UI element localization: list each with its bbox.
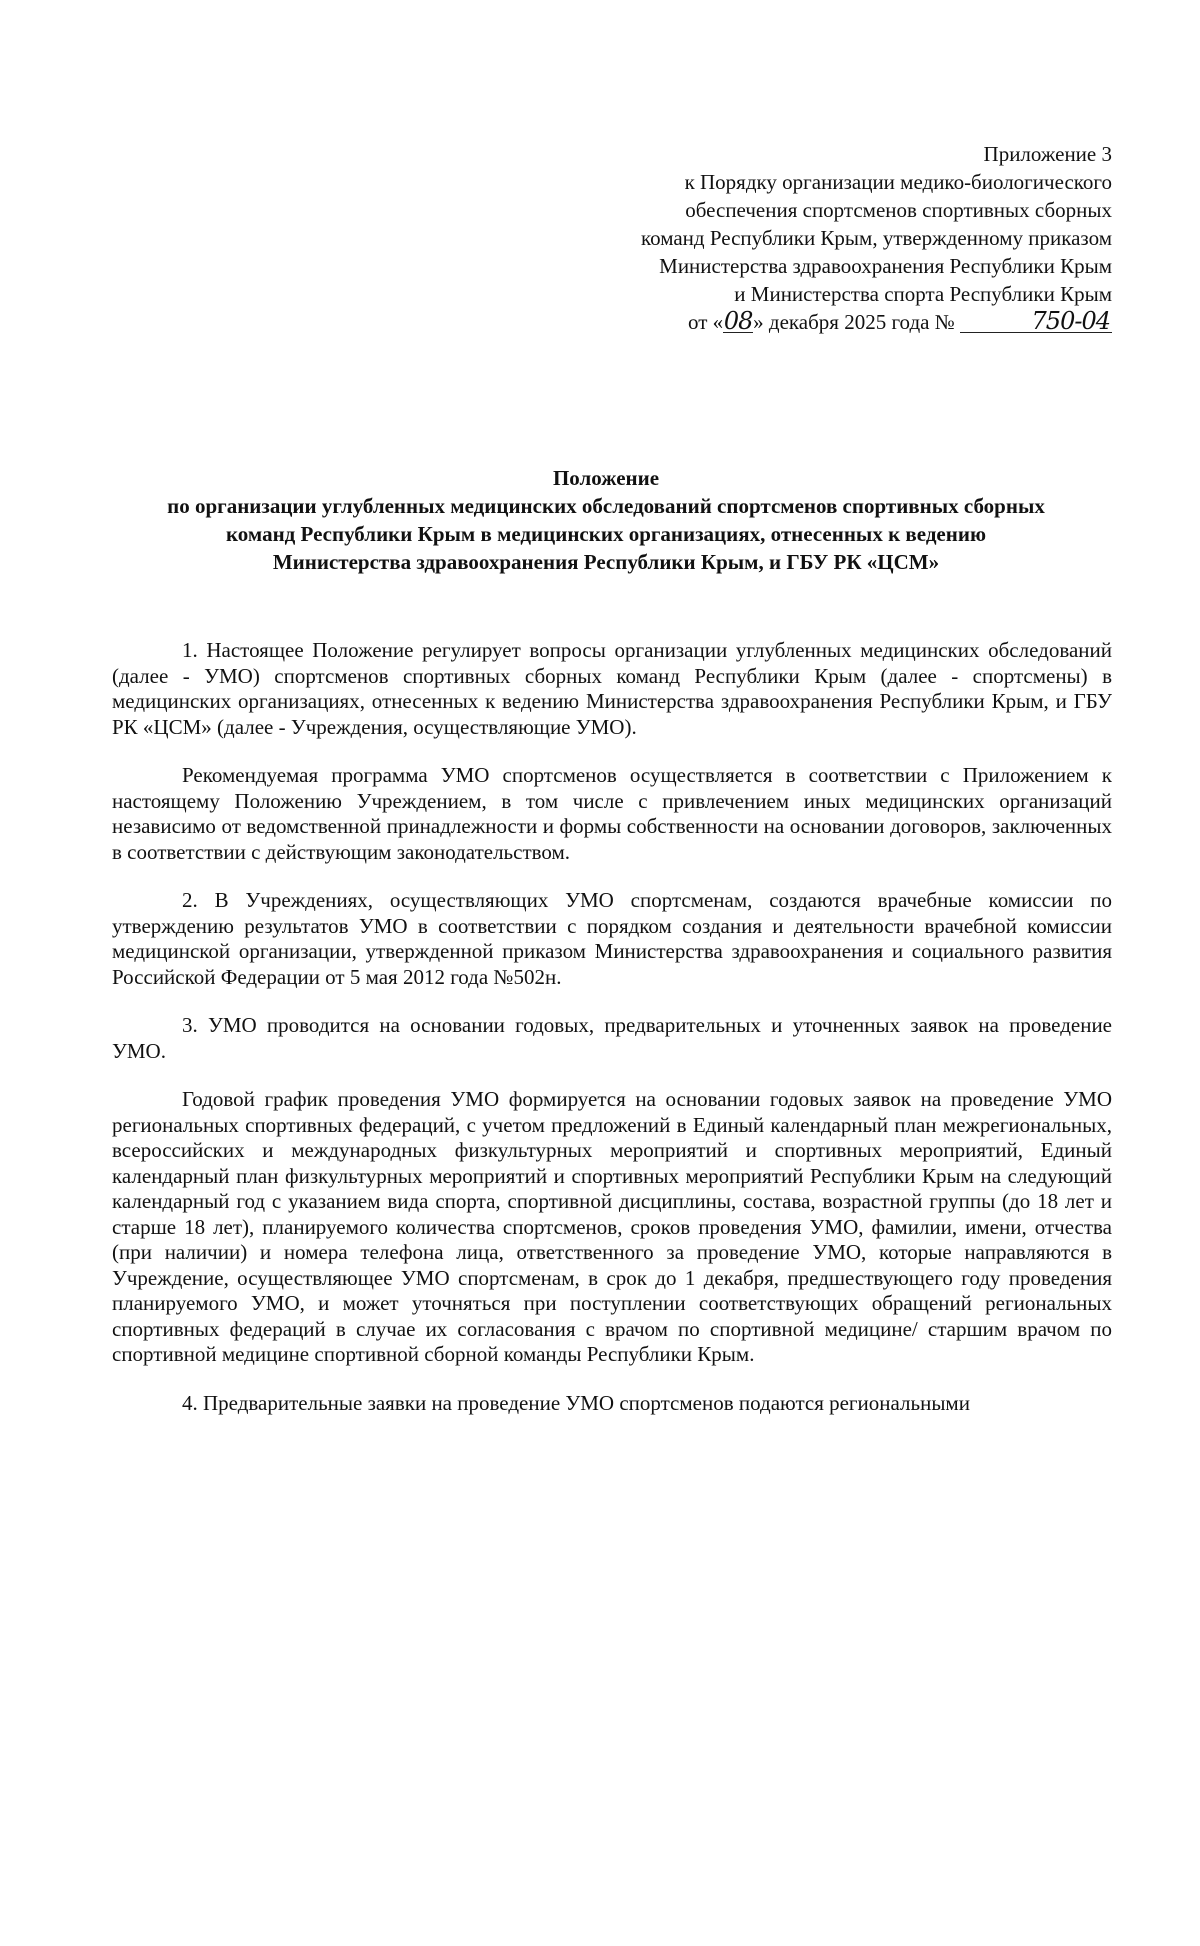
date-prefix: от « [688,310,724,334]
handwritten-order-number: 750-04 [960,310,1112,333]
order-date-line [560,308,1112,336]
paragraph-1: 1. Настоящее Положение регулирует вопросы организации углубленных медицинских обследований (далее - УМО) спортсменов спортивных сборных команд Республики Крым (далее - спортсмены) в медицинских организациях, отнесенных к ведению Министерства здравоохранения Республики Крым, и ГБУ РК «ЦСМ» (далее - Учреждения, осуществляющие УМО). [112,638,1112,739]
paragraph-schedule: Годовой график проведения УМО формируется на основании годовых заявок на проведение УМО региональных спортивных федераций, с учетом предложений в Единый календарный план межрегиональных, всероссийских и международных физкультурных мероприятий и спортивных мероприятий, Единый календарный план физкультурных мероприятий и спортивных мероприятий Республики Крым на следующий календарный год с указанием вида спорта, спортивной дисциплины, состава, возрастной группы (до 18 лет и старше 18 лет), планируемого количества спортсменов, сроков проведения УМО, фамилии, имени, отчества (при наличии) и номера телефона лица, ответственного за проведение УМО, которые направляются в Учреждение, осуществляющее УМО спортсменам, в срок до 1 декабря, предшествующего году проведения планируемого УМО, и может уточняться при поступлении соответствующих обращений региональных спортивных федераций в случае их согласования с врачом по спортивной медицине/ старшим врачом по спортивной медицине спортивной сборной команды Республики Крым. [112,1087,1112,1366]
appendix-reference-line: обеспечения спортсменов спортивных сборных [685,198,1112,222]
appendix-reference-line: Министерства здравоохранения Республики Крым [659,254,1112,278]
appendix-reference-line: к Порядку организации медико-биологического [684,170,1112,194]
appendix-header [560,140,1112,336]
date-middle: » декабря 2025 года № [753,310,955,334]
paragraph-program: Рекомендуемая программа УМО спортсменов осуществляется в соответствии с Приложением к настоящему Положению Учреждением, в том числе с привлечением иных медицинских организаций независимо от ведомственной принадлежности и формы собственности на основании договоров, заключенных в соответствии с действующим законодательством. [112,763,1112,864]
title-heading: Положение [552,466,660,490]
appendix-reference-line: и Министерства спорта Республики Крым [734,282,1112,306]
appendix-number: Приложение 3 [983,142,1112,166]
paragraph-4: 4. Предварительные заявки на проведение УМО спортсменов подаются региональными [182,1390,970,1415]
title-line: по организации углубленных медицинских обследований спортсменов спортивных сборных [167,494,1045,518]
document-title [100,464,1112,576]
paragraph-2: 2. В Учреждениях, осуществляющих УМО спортсменам, создаются врачебные комиссии по утверждению результатов УМО в соответствии с порядком создания и деятельности врачебной комиссии медицинской организации, утвержденной приказом Министерства здравоохранения и социального развития Российской Федерации от 5 мая 2012 года №502н. [112,888,1112,989]
paragraph-3: 3. УМО проводится на основании годовых, предварительных и уточненных заявок на проведение УМО. [112,1013,1112,1063]
handwritten-day: 08 [723,307,753,335]
document-body [112,638,1112,1439]
title-line: Министерства здравоохранения Республики Крым, и ГБУ РК «ЦСМ» [272,550,940,574]
appendix-reference-line: команд Республики Крым, утвержденному приказом [640,226,1112,250]
title-line: команд Республики Крым в медицинских организациях, отнесенных к ведению [225,522,987,546]
